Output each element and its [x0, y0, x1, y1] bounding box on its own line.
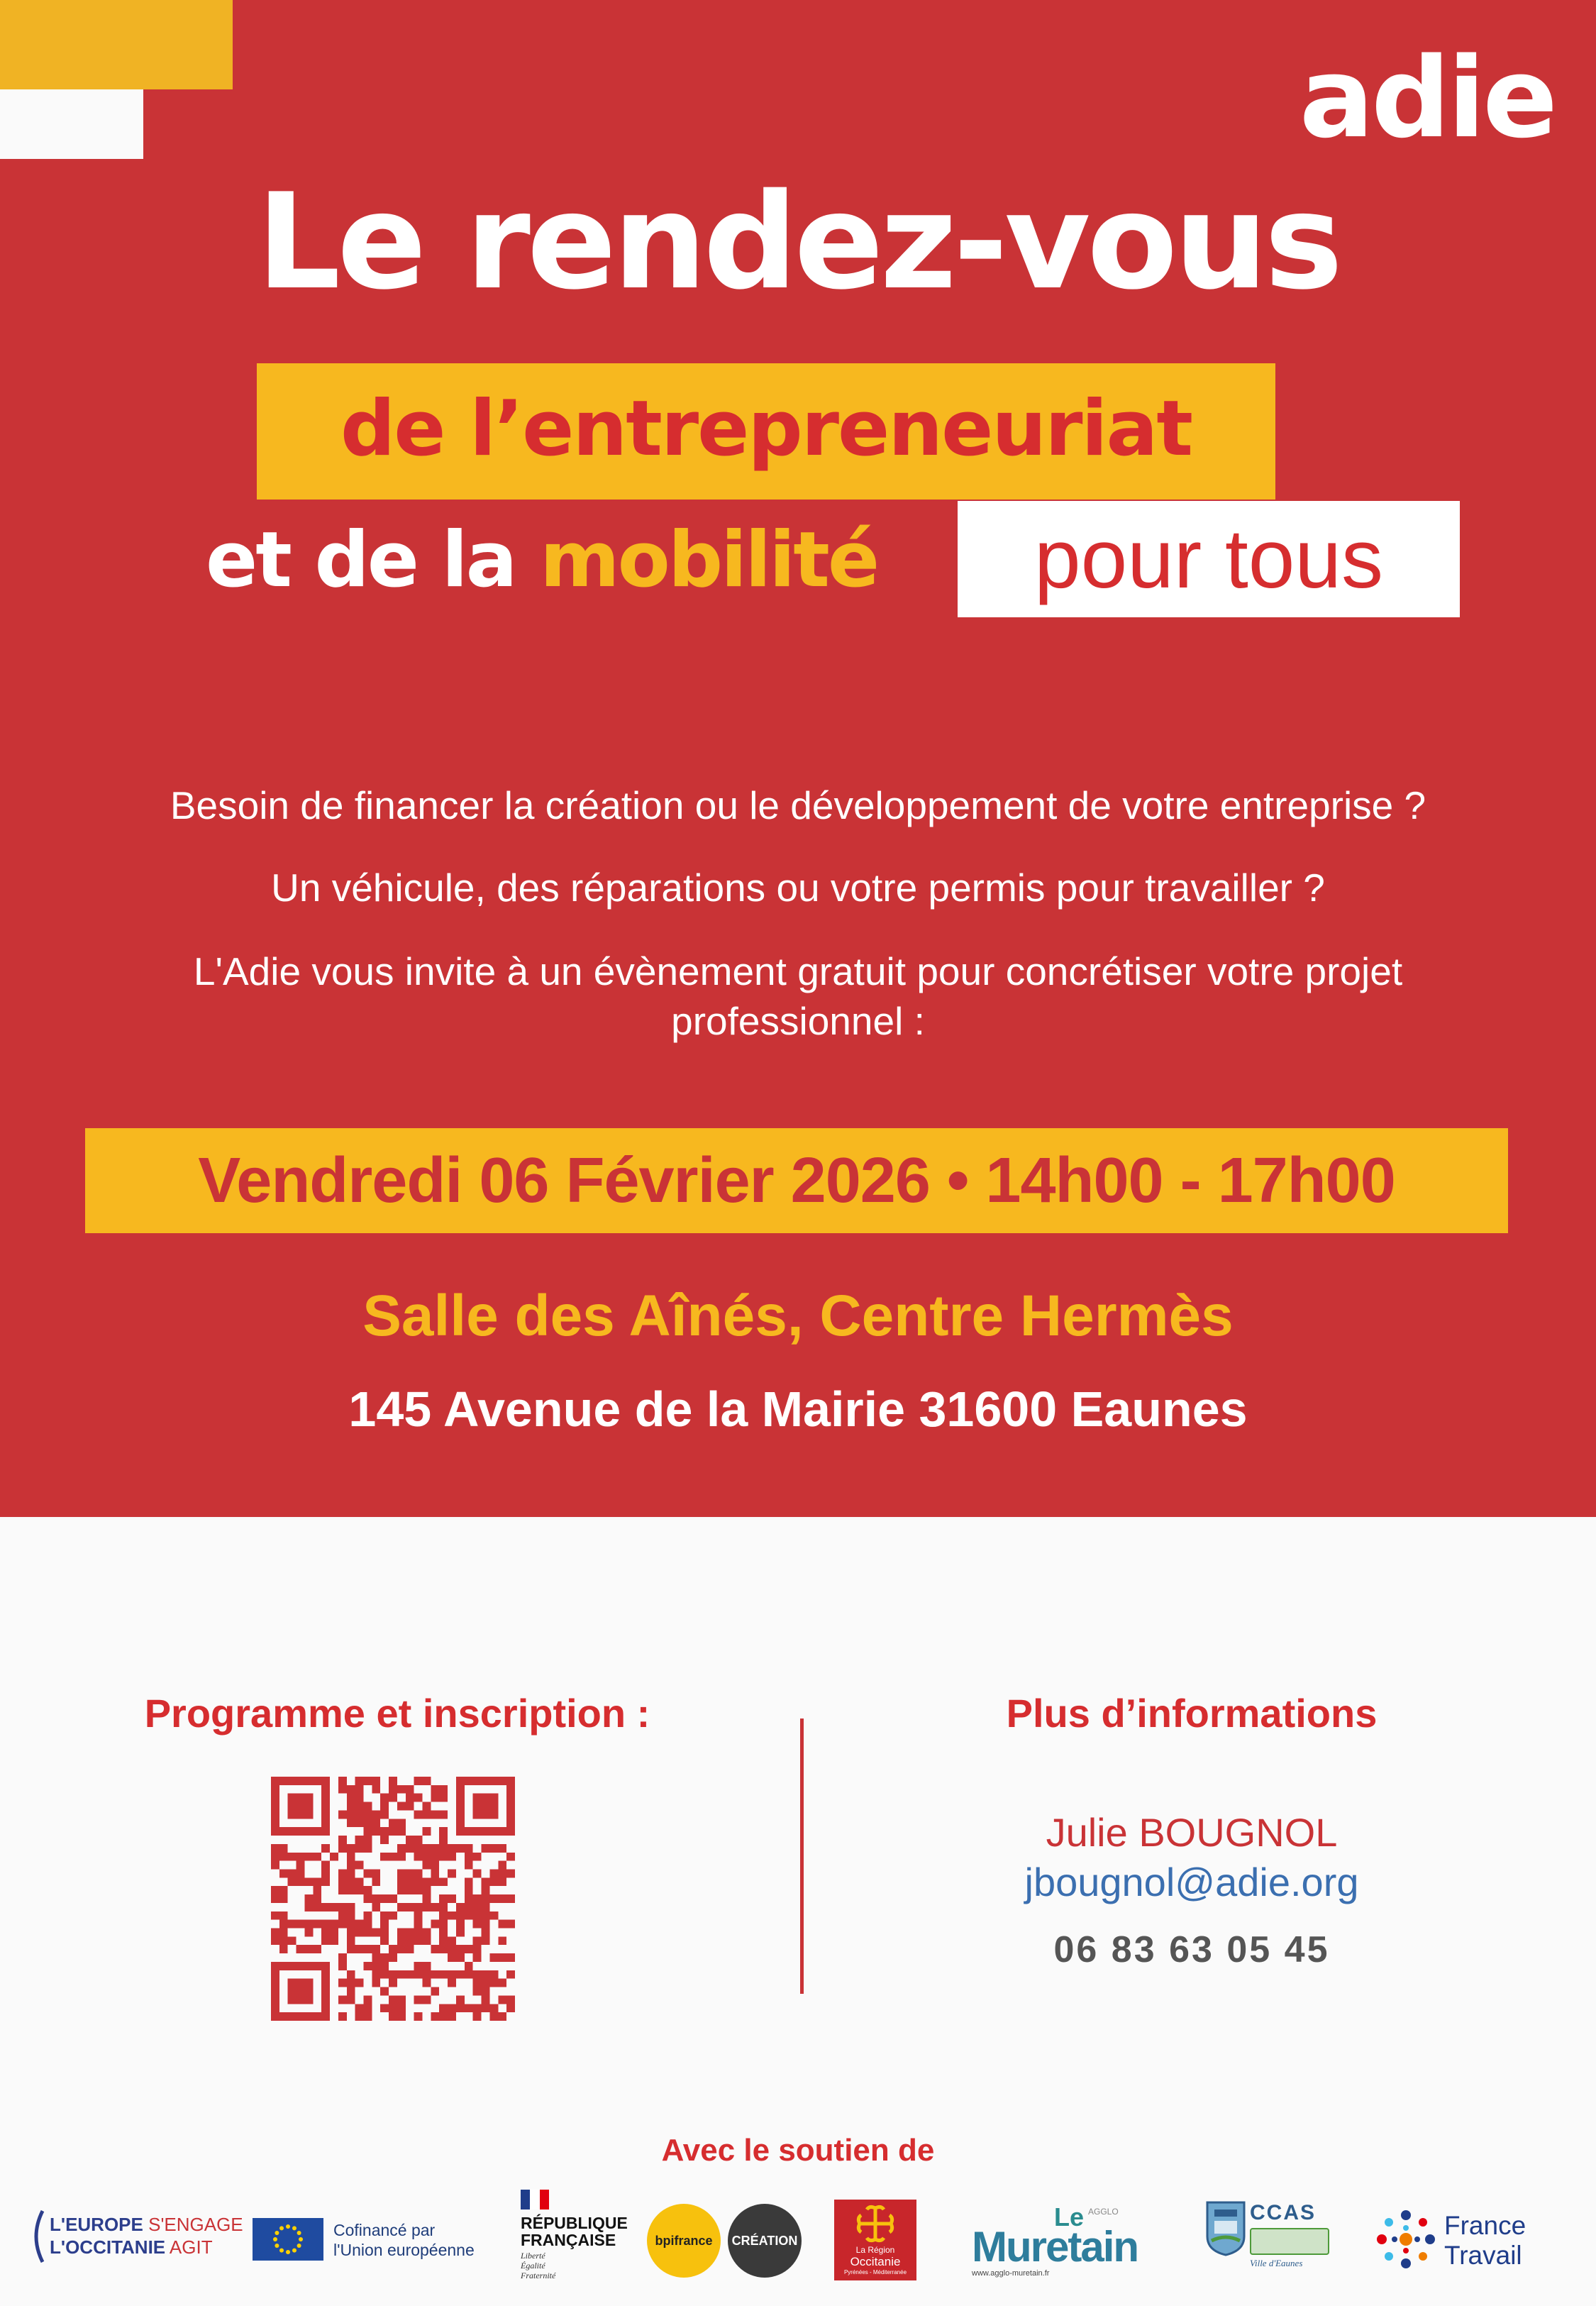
republique-francaise-logo [521, 2190, 634, 2282]
france-travail-logo [1373, 2207, 1558, 2278]
ccas-crest-icon [1204, 2200, 1247, 2256]
france-travail-line2: Travail [1444, 2241, 1522, 2270]
region-occitanie-logo [834, 2200, 916, 2280]
event-address: 145 Avenue de la Mairie 31600 Eaunes [348, 1381, 1248, 1437]
subtitle-mobilite [206, 511, 877, 610]
contact-name: Julie BOUGNOL [1046, 1810, 1338, 1855]
agit-word: AGIT [165, 2236, 213, 2258]
creation-logo [728, 2204, 802, 2278]
intro-question-vehicle: Un véhicule, des réparations ou votre permis pour travailler ? [271, 866, 1325, 910]
contact-email-link[interactable]: jbougnol@adie.org [1024, 1860, 1359, 1904]
le-muretain-agglo-logo [972, 2202, 1163, 2280]
adie-logo: adie [1299, 33, 1555, 162]
event-date-time: Vendredi 06 Février 2026 • 14h00 - 17h00 [198, 1145, 1395, 1216]
sengage-word: S'ENGAGE [143, 2214, 243, 2235]
europe-occitanie-mark-icon [28, 2208, 45, 2265]
ccas-ville: Ville d'Eaunes [1250, 2258, 1303, 2268]
ccas-text: CCAS [1250, 2201, 1317, 2224]
muretain-agglo: AGGLO [1088, 2207, 1119, 2217]
muretain-le: Le [1054, 2202, 1085, 2231]
registration-qr-code[interactable] [271, 1777, 515, 2021]
page-title: Le rendez-vous [256, 165, 1340, 319]
bpifrance-text: bpifrance [655, 2233, 713, 2248]
occitanie-word: L'OCCITANIE [50, 2236, 166, 2258]
rf-motto-liberte: Liberté [521, 2251, 545, 2261]
muretain-name: Muretain [972, 2223, 1138, 2271]
region-line1: La Région [855, 2245, 895, 2255]
contact-phone: 06 83 63 05 45 [1053, 1929, 1330, 1970]
bpifrance-logo [647, 2204, 721, 2278]
registration-heading: Programme et inscription : [144, 1691, 650, 1736]
eu-flag-icon [253, 2218, 323, 2261]
region-line3: Pyrénées - Méditerranée [843, 2269, 907, 2275]
creation-text: CRÉATION [731, 2233, 798, 2248]
rf-line1: RÉPUBLIQUE [521, 2214, 628, 2232]
ccas-eaunes-logo [1204, 2200, 1329, 2273]
rf-motto-fraternite: Fraternité [521, 2271, 556, 2280]
sponsors-heading: Avec le soutien de [661, 2133, 935, 2168]
europe-word: L'EUROPE [50, 2214, 143, 2235]
intro-invite-line1: L'Adie vous invite à un évènement gratuit pour concrétiser votre projet [193, 949, 1403, 993]
intro-question-financing: Besoin de financer la création ou le développement de votre entreprise ? [170, 783, 1426, 827]
france-travail-dots-icon [1373, 2207, 1439, 2272]
contact-heading: Plus d’informations [1006, 1691, 1378, 1736]
europe-occitanie-logo [28, 2208, 243, 2265]
subtitle-mobilite-word: mobilité [540, 516, 878, 605]
marianne-flag-icon [521, 2190, 549, 2210]
france-travail-line1: France [1444, 2211, 1526, 2240]
muretain-url: www.agglo-muretain.fr [972, 2269, 1050, 2278]
corner-decoration-yellow [0, 0, 233, 89]
section-divider [800, 1719, 804, 1994]
pour-tous-box: pour tous [958, 501, 1460, 617]
ccas-illustration [1250, 2228, 1329, 2255]
rf-motto-egalite: Égalité [521, 2261, 545, 2271]
subtitle-prefix: et de la [206, 516, 541, 605]
eu-cofinance-line2: l'Union européenne [333, 2241, 475, 2259]
event-venue: Salle des Aînés, Centre Hermès [362, 1284, 1234, 1348]
intro-invite-line2: professionnel : [671, 999, 925, 1043]
region-line2: Occitanie [850, 2255, 901, 2268]
eu-cofinance-logo [253, 2218, 487, 2261]
rf-line2: FRANÇAISE [521, 2231, 616, 2249]
corner-decoration-white [0, 89, 143, 159]
eu-cofinance-line1: Cofinancé par [333, 2221, 436, 2239]
subtitle-entrepreneuriat: de l’entrepreneuriat [340, 385, 1192, 473]
occitan-cross-icon [854, 2204, 897, 2244]
